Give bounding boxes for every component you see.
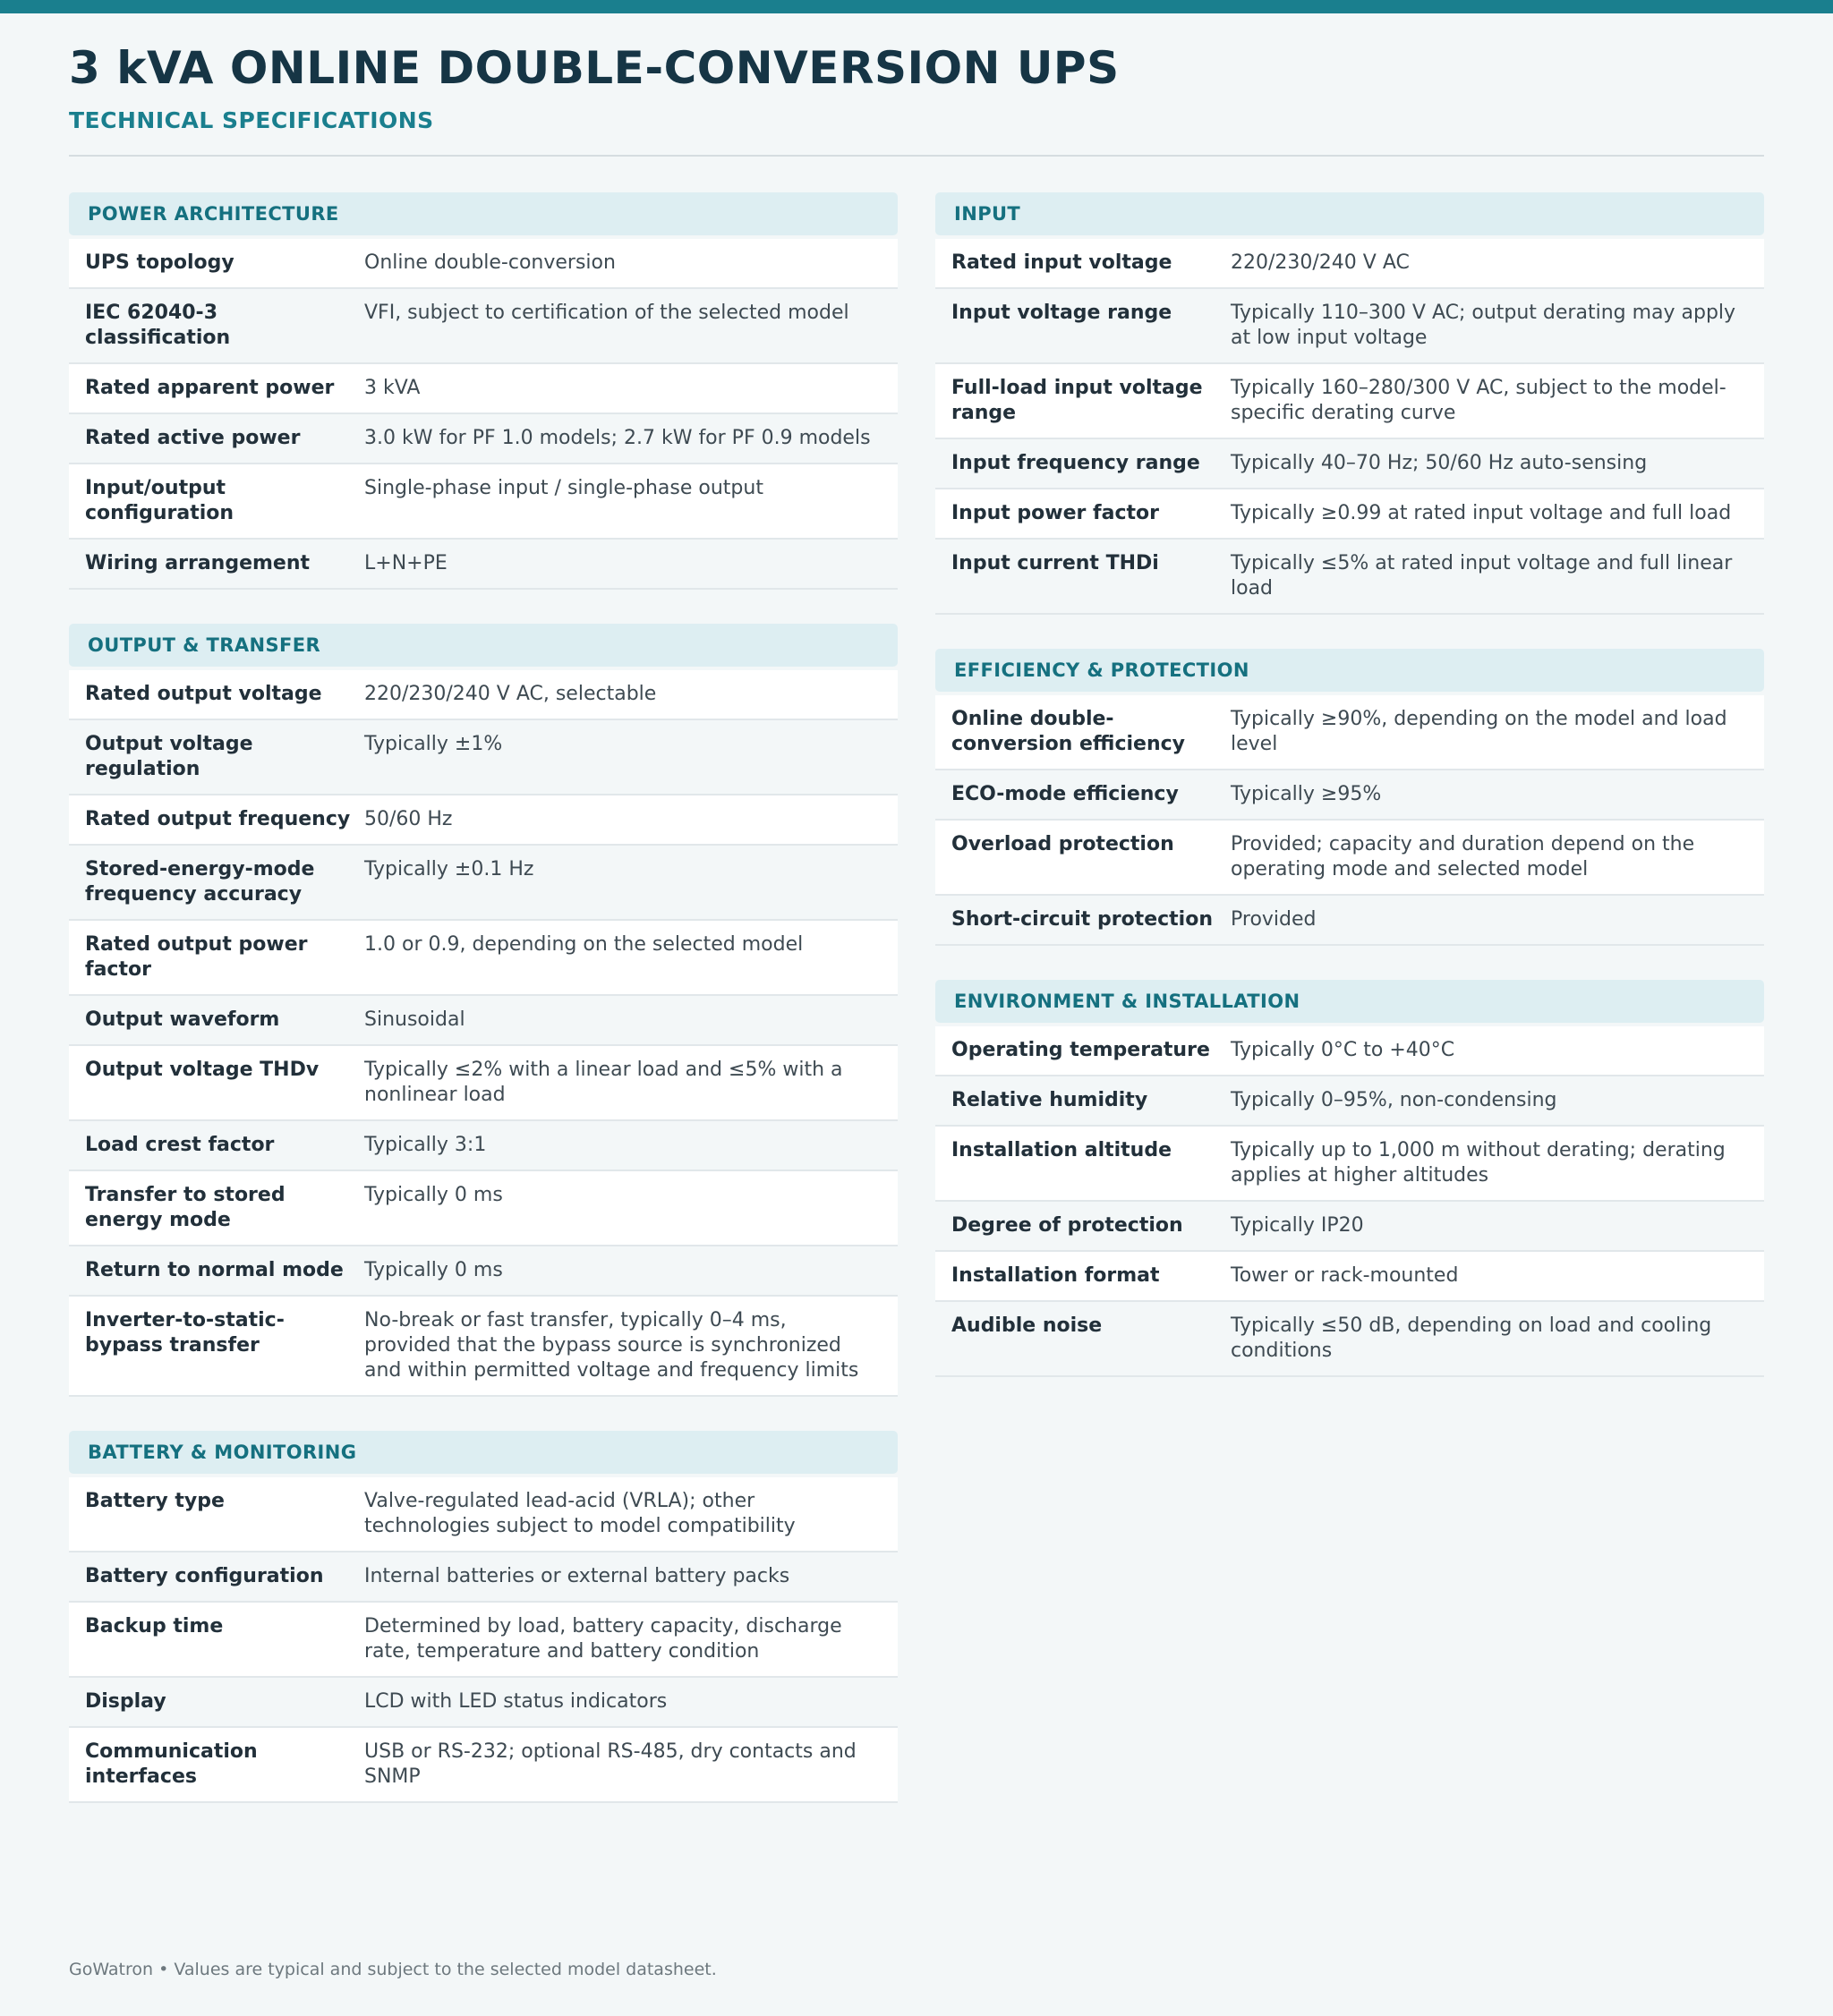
spec-label: Degree of protection (951, 1214, 1183, 1237)
spec-value: Typically IP20 (1231, 1214, 1364, 1237)
spec-value: No-break or fast transfer, typically 0–4 ms, provided that the bypass source is synchronized and within permitted voltage and frequency limits (364, 1309, 859, 1382)
spec-label: Installation altitude (951, 1139, 1172, 1161)
spec-label: Inverter-to-static-bypass transfer (85, 1309, 285, 1357)
spec-value: Typically 0 ms (364, 1259, 503, 1281)
spec-value: Valve-regulated lead-acid (VRLA); other technologies subject to model compatibility (364, 1490, 796, 1537)
spec-value: 1.0 or 0.9, depending on the selected model (364, 933, 804, 956)
spec-value: Online double-conversion (364, 251, 616, 274)
spec-label: Rated apparent power (85, 377, 335, 399)
spec-label: Overload protection (951, 833, 1174, 855)
spec-value: Tower or rack-mounted (1231, 1264, 1459, 1287)
spec-value: Typically ≤5% at rated input voltage and full linear load (1231, 552, 1733, 600)
spec-value: USB or RS-232; optional RS-485, dry contacts and SNMP (364, 1740, 857, 1788)
spec-label: Online double-conversion efficiency (951, 708, 1186, 755)
spec-label: Relative humidity (951, 1089, 1148, 1111)
spec-row (69, 1678, 898, 1728)
section-header: INPUT (935, 192, 1764, 235)
spec-value: Internal batteries or external battery packs (364, 1565, 790, 1587)
spec-value: Provided (1231, 908, 1317, 931)
spec-label: Rated input voltage (951, 251, 1172, 274)
section-header: BATTERY & MONITORING (69, 1431, 898, 1474)
spec-row (69, 795, 898, 846)
spec-value: Typically ≥90%, depending on the model and load level (1231, 708, 1727, 755)
spec-value: Typically up to 1,000 m without derating; derating applies at higher altitudes (1231, 1139, 1726, 1187)
spec-row (69, 289, 898, 364)
page-title: 3 kVA ONLINE DOUBLE-CONVERSION UPS (69, 42, 1120, 94)
spec-row (935, 695, 1764, 770)
spec-table (935, 1026, 1764, 1377)
spec-row (69, 1171, 898, 1246)
spec-value: Typically ±1% (364, 733, 503, 755)
spec-label: ECO-mode efficiency (951, 783, 1179, 805)
spec-label: Rated output voltage (85, 683, 322, 705)
spec-row (69, 540, 898, 590)
spec-value: Typically 0°C to +40°C (1231, 1039, 1455, 1061)
spec-value: Typically 3:1 (364, 1134, 487, 1156)
section-header: EFFICIENCY & PROTECTION (935, 649, 1764, 692)
spec-row (935, 289, 1764, 364)
spec-label: Input frequency range (951, 452, 1200, 474)
spec-value: Single-phase input / single-phase output (364, 477, 763, 499)
spec-label: Input current THDi (951, 552, 1159, 574)
spec-row (935, 1026, 1764, 1076)
spec-section-battery-and-monitoring (69, 1431, 898, 1803)
spec-label: Backup time (85, 1615, 224, 1637)
spec-row (69, 996, 898, 1046)
spec-value: Typically ≥0.99 at rated input voltage and full load (1231, 502, 1732, 524)
spec-table (69, 239, 898, 590)
spec-label: Transfer to stored energy mode (85, 1184, 286, 1231)
spec-value: Typically 0–95%, non-condensing (1231, 1089, 1557, 1111)
header-divider (69, 155, 1764, 157)
spec-value: VFI, subject to certification of the selected model (364, 302, 849, 324)
spec-row (69, 364, 898, 414)
spec-row (69, 1046, 898, 1121)
spec-label: Battery configuration (85, 1565, 324, 1587)
spec-label: Battery type (85, 1490, 225, 1512)
top-accent-bar (0, 0, 1833, 13)
spec-row (69, 720, 898, 795)
spec-row (935, 540, 1764, 615)
spec-value: 220/230/240 V AC, selectable (364, 683, 657, 705)
spec-label: Input voltage range (951, 302, 1172, 324)
spec-label: Rated output frequency (85, 808, 351, 830)
spec-row (69, 464, 898, 540)
spec-value: Typically ≥95% (1231, 783, 1382, 805)
spec-value: Typically ≤50 dB, depending on load and cooling conditions (1231, 1314, 1712, 1362)
spec-row (69, 1121, 898, 1171)
spec-row (69, 1297, 898, 1397)
left-column (69, 192, 898, 1837)
spec-value: 220/230/240 V AC (1231, 251, 1410, 274)
spec-label: Short-circuit protection (951, 908, 1213, 931)
spec-row (69, 414, 898, 464)
spec-row (935, 821, 1764, 896)
spec-row (935, 439, 1764, 489)
spec-table (69, 1477, 898, 1803)
section-header: POWER ARCHITECTURE (69, 192, 898, 235)
spec-row (935, 770, 1764, 821)
spec-label: Wiring arrangement (85, 552, 311, 574)
spec-table (935, 695, 1764, 946)
spec-value: L+N+PE (364, 552, 448, 574)
spec-label: Return to normal mode (85, 1259, 344, 1281)
spec-label: Full-load input voltage range (951, 377, 1203, 424)
spec-value: Typically 0 ms (364, 1184, 503, 1206)
spec-row (935, 489, 1764, 540)
spec-label: Input/output configuration (85, 477, 234, 524)
section-header: OUTPUT & TRANSFER (69, 624, 898, 667)
spec-row (69, 846, 898, 921)
spec-row (69, 1246, 898, 1297)
spec-section-power-architecture (69, 192, 898, 590)
spec-section-output-and-transfer (69, 624, 898, 1397)
spec-value: Typically ±0.1 Hz (364, 858, 534, 880)
spec-row (935, 1076, 1764, 1127)
spec-label: Stored-energy-mode frequency accuracy (85, 858, 315, 906)
spec-row (935, 1202, 1764, 1252)
spec-value: 3.0 kW for PF 1.0 models; 2.7 kW for PF 0.9 models (364, 427, 871, 449)
spec-row (935, 896, 1764, 946)
spec-value: Typically 160–280/300 V AC, subject to the model-specific derating curve (1231, 377, 1726, 424)
spec-value: 50/60 Hz (364, 808, 453, 830)
spec-value: Typically ≤2% with a linear load and ≤5% with a nonlinear load (364, 1059, 843, 1106)
spec-value: Typically 40–70 Hz; 50/60 Hz auto-sensing (1231, 452, 1648, 474)
spec-row (935, 1252, 1764, 1302)
spec-label: Operating temperature (951, 1039, 1210, 1061)
right-column (935, 192, 1764, 1411)
spec-value: Provided; capacity and duration depend on the operating mode and selected model (1231, 833, 1695, 880)
spec-row (69, 1728, 898, 1803)
spec-label: Installation format (951, 1264, 1160, 1287)
spec-value: 3 kVA (364, 377, 421, 399)
spec-section-input (935, 192, 1764, 615)
spec-label: Display (85, 1690, 166, 1713)
spec-row (935, 364, 1764, 439)
spec-table (69, 670, 898, 1397)
spec-label: Input power factor (951, 502, 1159, 524)
spec-label: Communication interfaces (85, 1740, 258, 1788)
spec-value: Typically 110–300 V AC; output derating may apply at low input voltage (1231, 302, 1736, 349)
spec-value: Determined by load, battery capacity, discharge rate, temperature and battery condition (364, 1615, 842, 1663)
spec-section-efficiency-and-protection (935, 649, 1764, 946)
spec-label: Load crest factor (85, 1134, 275, 1156)
spec-label: IEC 62040-3 classification (85, 302, 231, 349)
spec-row (69, 1477, 898, 1552)
spec-row (69, 1552, 898, 1603)
spec-label: Audible noise (951, 1314, 1103, 1337)
spec-row (69, 921, 898, 996)
spec-row (69, 670, 898, 720)
spec-row (69, 1603, 898, 1678)
spec-label: Rated output power factor (85, 933, 308, 981)
spec-label: Output voltage regulation (85, 733, 253, 780)
spec-row (935, 1127, 1764, 1202)
spec-label: Output voltage THDv (85, 1059, 320, 1081)
spec-label: Rated active power (85, 427, 301, 449)
page-subtitle: TECHNICAL SPECIFICATIONS (69, 107, 434, 133)
spec-row (69, 239, 898, 289)
spec-value: LCD with LED status indicators (364, 1690, 668, 1713)
spec-label: UPS topology (85, 251, 234, 274)
spec-value: Sinusoidal (364, 1008, 465, 1031)
footer-note: GoWatron • Values are typical and subject to the selected model datasheet. (69, 1960, 717, 1979)
spec-row (935, 239, 1764, 289)
spec-table (935, 239, 1764, 615)
spec-section-environment-and-installation (935, 980, 1764, 1377)
spec-row (935, 1302, 1764, 1377)
spec-label: Output waveform (85, 1008, 280, 1031)
section-header: ENVIRONMENT & INSTALLATION (935, 980, 1764, 1023)
